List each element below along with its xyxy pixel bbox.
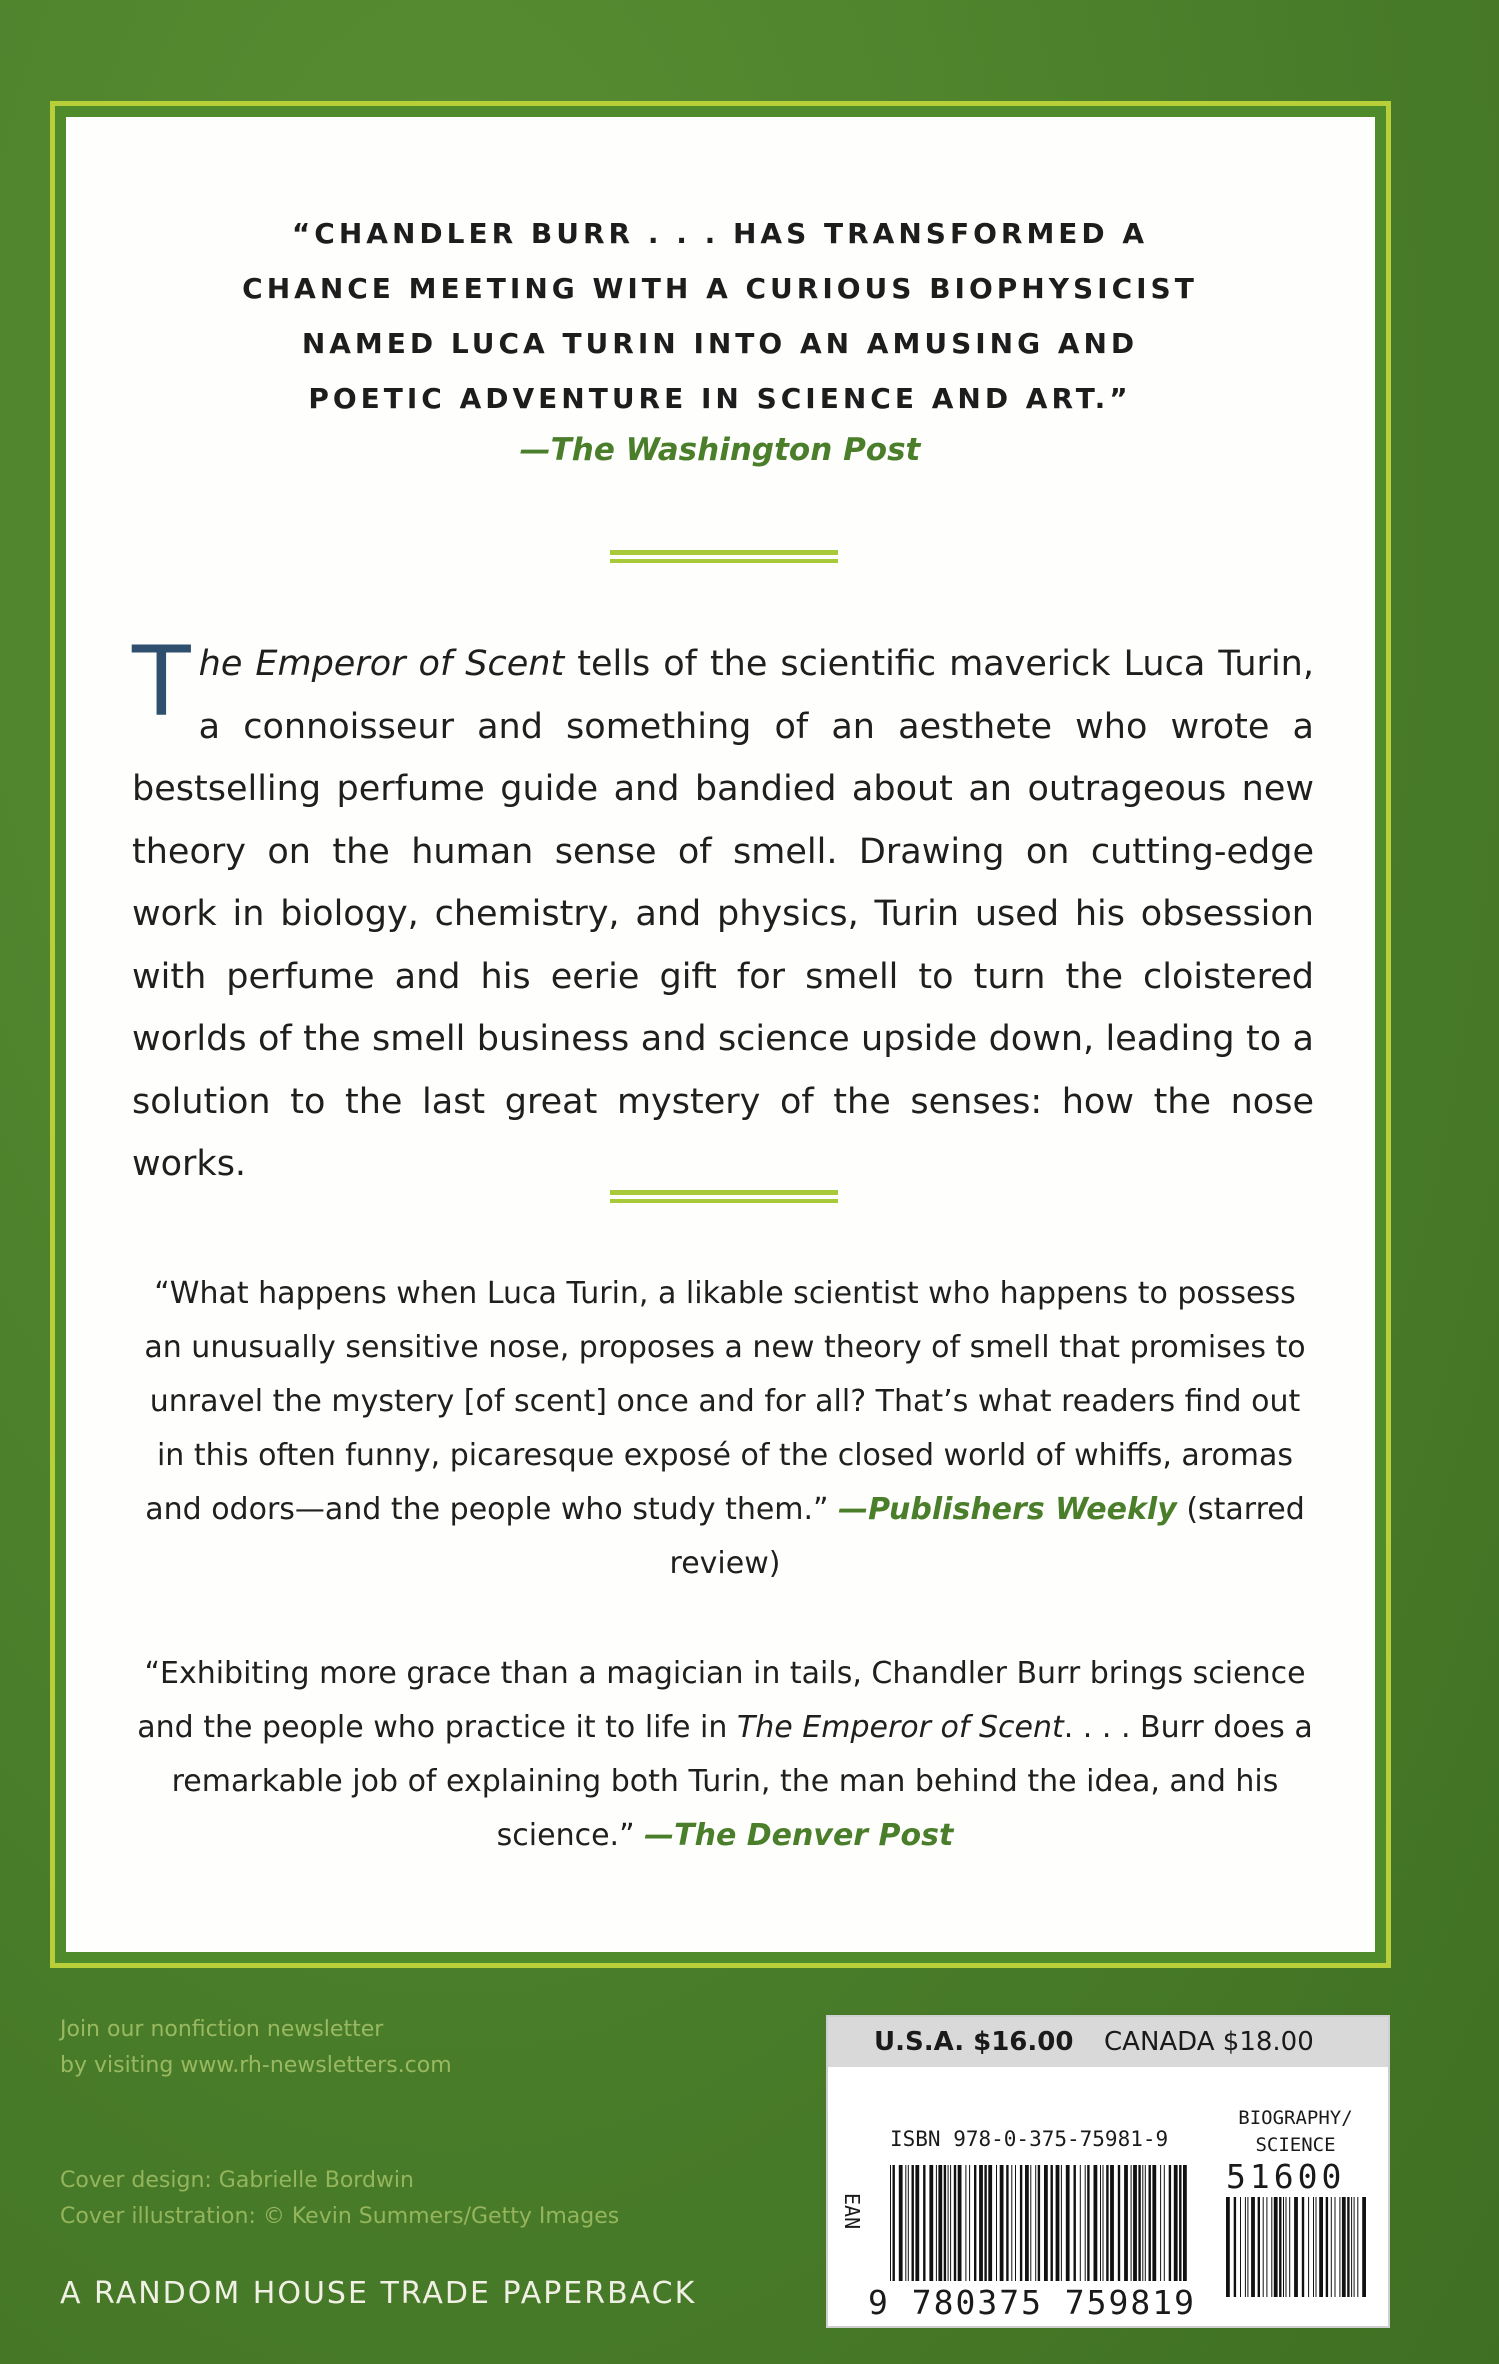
cover-credits bbox=[60, 2163, 780, 2235]
newsletter-note bbox=[60, 2012, 760, 2084]
barcode-bar bbox=[979, 2165, 983, 2281]
review-suffix: (starred review) bbox=[669, 1492, 1305, 1581]
barcode-bar bbox=[1124, 2165, 1128, 2281]
barcode-bar bbox=[1061, 2165, 1062, 2281]
barcode-bar bbox=[1149, 2165, 1151, 2281]
barcode-bar bbox=[912, 2165, 914, 2281]
category-label bbox=[1208, 2105, 1383, 2159]
barcode-bar bbox=[1179, 2165, 1181, 2281]
barcode-bar bbox=[969, 2165, 970, 2281]
category-line: SCIENCE bbox=[1255, 2134, 1336, 2156]
barcode-bar bbox=[1080, 2165, 1081, 2281]
barcode-main bbox=[890, 2165, 1190, 2281]
barcode-bar bbox=[1331, 2197, 1332, 2297]
barcode-bar bbox=[1006, 2165, 1008, 2281]
review-text: “Exhibiting more grace than a magician in tails, Chandler Burr brings science and the people who practice it to life in bbox=[137, 1656, 1306, 1745]
barcode-bar bbox=[1313, 2197, 1314, 2297]
barcode-bar bbox=[1319, 2197, 1323, 2297]
barcode-bar bbox=[1234, 2197, 1236, 2297]
barcode-bar bbox=[988, 2165, 992, 2281]
barcode-bar bbox=[944, 2165, 946, 2281]
barcode-bar bbox=[1247, 2197, 1248, 2297]
review-source: —The Denver Post bbox=[644, 1818, 954, 1853]
barcode-bar bbox=[1103, 2165, 1104, 2281]
barcode-bar bbox=[1274, 2197, 1278, 2297]
barcode-bar bbox=[938, 2165, 942, 2281]
price-code: 51600 bbox=[1226, 2157, 1346, 2196]
barcode-bar bbox=[1051, 2165, 1053, 2281]
barcode-bar bbox=[1087, 2165, 1089, 2281]
barcode-bar bbox=[1066, 2165, 1070, 2281]
review-book-title: The Emperor of Scent bbox=[736, 1710, 1064, 1745]
barcode-bar bbox=[1106, 2165, 1108, 2281]
barcode-bar bbox=[905, 2165, 906, 2281]
barcode-bar bbox=[1044, 2165, 1048, 2281]
barcode-bar bbox=[1094, 2165, 1098, 2281]
barcode-bar bbox=[984, 2165, 986, 2281]
barcode-bar bbox=[974, 2165, 976, 2281]
barcode-bar bbox=[965, 2165, 966, 2281]
barcode-bar bbox=[1258, 2197, 1260, 2297]
barcode-bar bbox=[1118, 2165, 1120, 2281]
barcode-bar bbox=[1251, 2197, 1255, 2297]
barcode-bar bbox=[1011, 2165, 1012, 2281]
barcode-bar bbox=[1000, 2165, 1004, 2281]
barcode-bar bbox=[1326, 2197, 1328, 2297]
barcode-bar bbox=[950, 2165, 951, 2281]
review-source: —Publishers Weekly bbox=[838, 1492, 1177, 1527]
category-line: BIOGRAPHY/ bbox=[1238, 2107, 1353, 2129]
headline-attribution: —The Washington Post bbox=[519, 432, 921, 468]
barcode-bar bbox=[1302, 2197, 1304, 2297]
headline-quote bbox=[120, 206, 1320, 426]
cover-illustration-credit: Cover illustration: © Kevin Summers/Getty Images bbox=[60, 2204, 620, 2229]
barcode-bar bbox=[1354, 2197, 1355, 2297]
barcode-bar bbox=[1263, 2197, 1264, 2297]
barcode-bar bbox=[1133, 2165, 1137, 2281]
barcode-bar bbox=[1271, 2197, 1272, 2297]
barcode-bar bbox=[1035, 2165, 1036, 2281]
barcode-bar bbox=[1142, 2165, 1143, 2281]
barcode-bar bbox=[1015, 2165, 1016, 2281]
barcode-bar bbox=[1245, 2197, 1246, 2297]
barcode-bar bbox=[1335, 2197, 1336, 2297]
barcode-bar bbox=[1308, 2197, 1309, 2297]
barcode-bar bbox=[890, 2165, 891, 2281]
barcode-bar bbox=[1357, 2197, 1358, 2297]
barcode-bar bbox=[1226, 2197, 1230, 2297]
barcode-bar bbox=[1131, 2165, 1132, 2281]
barcode-bar bbox=[1183, 2165, 1187, 2281]
headline-quote-line: “CHANDLER BURR . . . HAS TRANSFORMED A bbox=[291, 217, 1149, 250]
barcode-bar bbox=[1138, 2165, 1140, 2281]
headline-quote-line: NAMED LUCA TURIN INTO AN AMUSING AND bbox=[301, 327, 1139, 360]
barcode-bar bbox=[1030, 2165, 1031, 2281]
price-bar bbox=[828, 2017, 1388, 2067]
barcode-bar bbox=[1056, 2165, 1060, 2281]
barcode-bar bbox=[1110, 2165, 1114, 2281]
blurb-text: tells of the scientific maverick Luca Turin, a connoisseur and something of an aesthete who wrote a bestselling perfume guide and bandied about an outrageous new theory on the human sense of smell. Drawing on cutting-edge work in biology, chemistry, and physics, Turin used his obsession with perfume and his eerie gift for smell to turn the cloistered worlds of the smell business and science upside down, leading to a solution to the last great mystery of the senses: how the nose works. bbox=[132, 644, 1314, 1184]
barcode-bar bbox=[929, 2165, 933, 2281]
price-usa: U.S.A. $16.00 bbox=[874, 2027, 1074, 2057]
headline-quote-line: CHANCE MEETING WITH A CURIOUS BIOPHYSICIST bbox=[242, 272, 1198, 305]
barcode-bar bbox=[1085, 2165, 1086, 2281]
review-text: “What happens when Luca Turin, a likable scientist who happens to possess an unusually sensitive nose, proposes a new theory of smell that promises to unravel the mystery [of scent] once and for all? That’s what readers find out in this often funny, picaresque exposé of the closed world of whiffs, aromas and odors—and the people who study them.” bbox=[144, 1276, 1306, 1527]
barcode-bar bbox=[1145, 2165, 1146, 2281]
review-denver-post bbox=[120, 1647, 1330, 1863]
barcode-bar bbox=[1160, 2165, 1161, 2281]
isbn: ISBN 978-0-375-75981-9 bbox=[890, 2127, 1169, 2151]
cover-design-credit: Cover design: Gabrielle Bordwin bbox=[60, 2168, 414, 2193]
barcode-bar bbox=[1316, 2197, 1317, 2297]
ean-label: EAN bbox=[840, 2193, 864, 2230]
barcode-bar bbox=[923, 2165, 925, 2281]
review-publishers-weekly bbox=[140, 1267, 1310, 1591]
barcode-bar bbox=[915, 2165, 919, 2281]
newsletter-line: by visiting www.rh-newsletters.com bbox=[60, 2053, 452, 2078]
barcode-bar bbox=[1025, 2165, 1029, 2281]
barcode-bar bbox=[1169, 2165, 1171, 2281]
barcode-price bbox=[1226, 2197, 1366, 2297]
barcode-bar bbox=[1283, 2197, 1284, 2297]
headline-quote-line: POETIC ADVENTURE IN SCIENCE AND ART.” bbox=[308, 382, 1132, 415]
barcode-bar bbox=[1279, 2197, 1281, 2297]
book-title: he Emperor of Scent bbox=[198, 644, 565, 684]
review-text: . . . . Burr does a remarkable job of explaining both Turin, the man behind the idea, and his science.” bbox=[171, 1710, 1313, 1853]
price-canada: CANADA $18.00 bbox=[1104, 2027, 1314, 2057]
barcode-bar bbox=[1038, 2165, 1040, 2281]
publisher-imprint: A RANDOM HOUSE TRADE PAPERBACK bbox=[60, 2276, 697, 2311]
barcode-bar bbox=[1342, 2197, 1346, 2297]
barcode-bar bbox=[1100, 2165, 1101, 2281]
drop-cap: T bbox=[132, 626, 191, 738]
barcode-bar bbox=[899, 2165, 903, 2281]
barcode-number: 9 780375 759819 bbox=[868, 2283, 1197, 2322]
barcode-bar bbox=[948, 2165, 949, 2281]
barcode-bar bbox=[936, 2165, 937, 2281]
barcode-bar bbox=[893, 2165, 895, 2281]
barcode-bar bbox=[1339, 2197, 1340, 2297]
barcode-bar bbox=[958, 2165, 962, 2281]
barcode-bar bbox=[1362, 2197, 1366, 2297]
barcode-bar bbox=[1020, 2165, 1022, 2281]
barcode-bar bbox=[1294, 2197, 1298, 2297]
barcode-bar bbox=[1351, 2197, 1352, 2297]
divider-1 bbox=[610, 550, 838, 564]
book-blurb bbox=[132, 626, 1314, 1196]
barcode-bar bbox=[1286, 2197, 1287, 2297]
divider-2 bbox=[610, 1190, 838, 1204]
barcode-bar bbox=[1074, 2165, 1076, 2281]
barcode-bar bbox=[1240, 2197, 1241, 2297]
barcode-bar bbox=[1152, 2165, 1156, 2281]
barcode-bar bbox=[1174, 2165, 1178, 2281]
barcode-bar bbox=[1164, 2165, 1165, 2281]
barcode-bar bbox=[908, 2165, 909, 2281]
newsletter-line: Join our nonfiction newsletter bbox=[60, 2017, 384, 2042]
barcode-bar bbox=[1347, 2197, 1349, 2297]
barcode-bar bbox=[1289, 2197, 1290, 2297]
barcode-bar bbox=[954, 2165, 956, 2281]
barcode-bar bbox=[996, 2165, 997, 2281]
barcode-bar bbox=[1266, 2197, 1267, 2297]
price-barcode-box bbox=[826, 2015, 1390, 2328]
